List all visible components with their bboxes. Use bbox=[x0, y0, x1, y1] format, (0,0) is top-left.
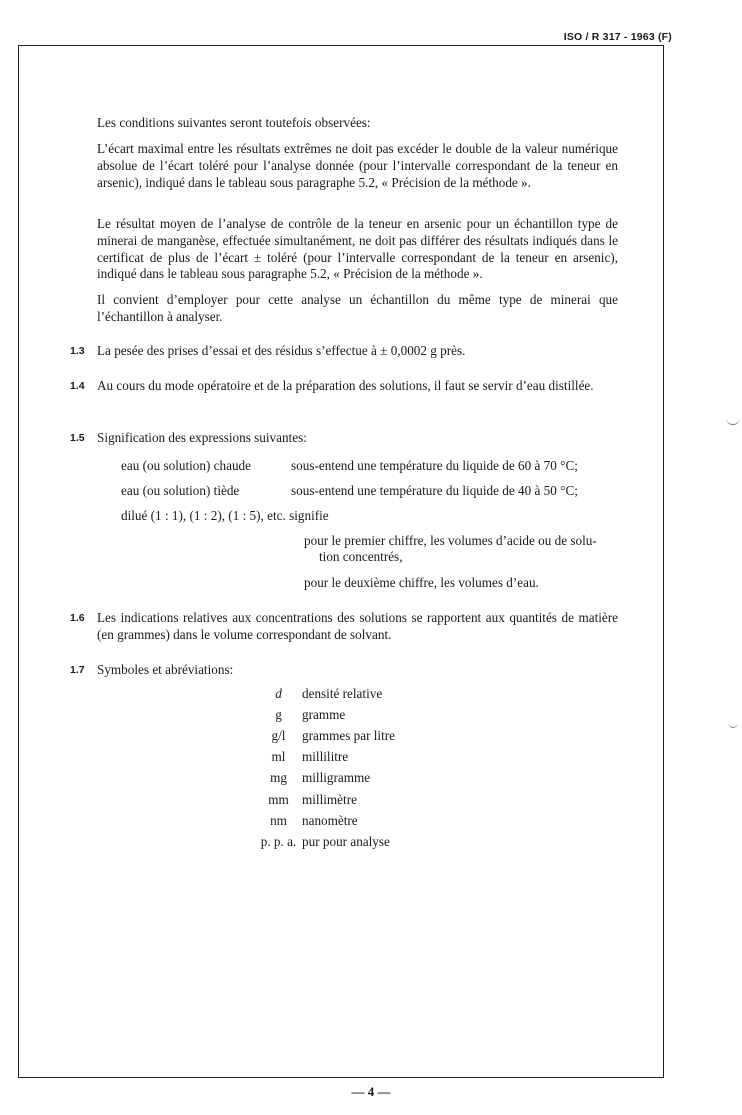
section-number: 1.5 bbox=[70, 432, 85, 444]
section-text: Au cours du mode opératoire et de la préparation des solutions, il faut se servir d’eau distillée. bbox=[97, 378, 594, 393]
paragraph: L’écart maximal entre les résultats extrêmes ne doit pas excéder le double de la valeur numérique absolue de l’écart toléré pour l’analyse donnée (pour l’intervalle correspondant de la teneur en arsenic), indiqué dans le tableau sous paragraphe 5.2, « Précision de la méthode ». bbox=[97, 141, 618, 190]
symbol: nm bbox=[270, 813, 287, 828]
intro-text: Les conditions suivantes seront toutefois observées: bbox=[97, 115, 371, 130]
term: dilué (1 : 1), (1 : 2), (1 : 5), etc. signifie bbox=[121, 508, 329, 523]
definition: sous-entend une température du liquide de 40 à 50 °C; bbox=[291, 483, 578, 498]
symbol-row bbox=[255, 792, 475, 809]
symbol-description: millilitre bbox=[302, 749, 349, 764]
symbol-description: nanomètre bbox=[302, 813, 358, 828]
document-reference: ISO / R 317 - 1963 (F) bbox=[563, 31, 672, 43]
definition: tion concentrés, bbox=[319, 549, 403, 564]
symbol: p. p. a. bbox=[260, 834, 297, 849]
definition: pour le deuxième chiffre, les volumes d’eau. bbox=[304, 575, 539, 590]
symbol-description: milligramme bbox=[302, 770, 371, 785]
symbol-row bbox=[255, 834, 475, 851]
symbol-description: gramme bbox=[302, 707, 346, 722]
symbol: g/l bbox=[271, 728, 286, 743]
section-1-7 bbox=[70, 662, 618, 679]
margin-mark bbox=[726, 416, 740, 425]
margin-mark bbox=[728, 722, 738, 728]
symbol-row bbox=[255, 707, 475, 724]
section-1-4 bbox=[70, 378, 618, 395]
symbol: mg bbox=[270, 770, 287, 785]
section-1-3 bbox=[70, 343, 618, 360]
symbol: g bbox=[275, 707, 282, 722]
section-1-6 bbox=[70, 610, 618, 644]
section-title: Symboles et abréviations: bbox=[97, 662, 234, 677]
section-1-5 bbox=[70, 430, 618, 447]
paragraph: Le résultat moyen de l’analyse de contrôle de la teneur en arsenic pour un échantillon type de minerai de manganèse, effectuée simultanément, ne doit pas différer des résultats indiqués dans le certificat de plus de l’écart ± toléré (pour l’intervalle correspondant de la teneur en arsenic), indiqué dans le tableau sous paragraphe 5.2, « Précision de la méthode ». bbox=[97, 216, 618, 282]
symbol-row bbox=[255, 749, 475, 766]
definition: sous-entend une température du liquide de 60 à 70 °C; bbox=[291, 458, 578, 473]
section-number: 1.3 bbox=[70, 345, 85, 357]
term: eau (ou solution) chaude bbox=[121, 458, 252, 473]
symbol-description: grammes par litre bbox=[302, 728, 396, 743]
section-text: La pesée des prises d’essai et des résidus s’effectue à ± 0,0002 g près. bbox=[97, 343, 466, 358]
symbol: mm bbox=[268, 792, 289, 807]
section-number: 1.4 bbox=[70, 380, 85, 392]
term: eau (ou solution) tiède bbox=[121, 483, 240, 498]
page-number: — 4 — bbox=[351, 1084, 391, 1099]
section-title: Signification des expressions suivantes: bbox=[97, 430, 307, 445]
symbol-description: densité relative bbox=[302, 686, 383, 701]
symbol-row bbox=[255, 813, 475, 830]
symbol-description: millimètre bbox=[302, 792, 357, 807]
symbol: d bbox=[275, 686, 282, 701]
section-number: 1.7 bbox=[70, 664, 85, 676]
symbol: ml bbox=[271, 749, 286, 764]
symbol-row bbox=[255, 770, 475, 787]
symbol-description: pur pour analyse bbox=[302, 834, 390, 849]
section-number: 1.6 bbox=[70, 612, 85, 624]
symbol-row bbox=[255, 728, 475, 745]
symbol-row bbox=[255, 686, 475, 703]
paragraph: Il convient d’employer pour cette analyse un échantillon du même type de minerai que l’échantillon à analyser. bbox=[97, 292, 618, 324]
definition: pour le premier chiffre, les volumes d’acide ou de solu- bbox=[304, 533, 597, 548]
section-text: Les indications relatives aux concentrations des solutions se rapportent aux quantités de matière (en grammes) dans le volume correspondant de solvant. bbox=[97, 610, 618, 642]
